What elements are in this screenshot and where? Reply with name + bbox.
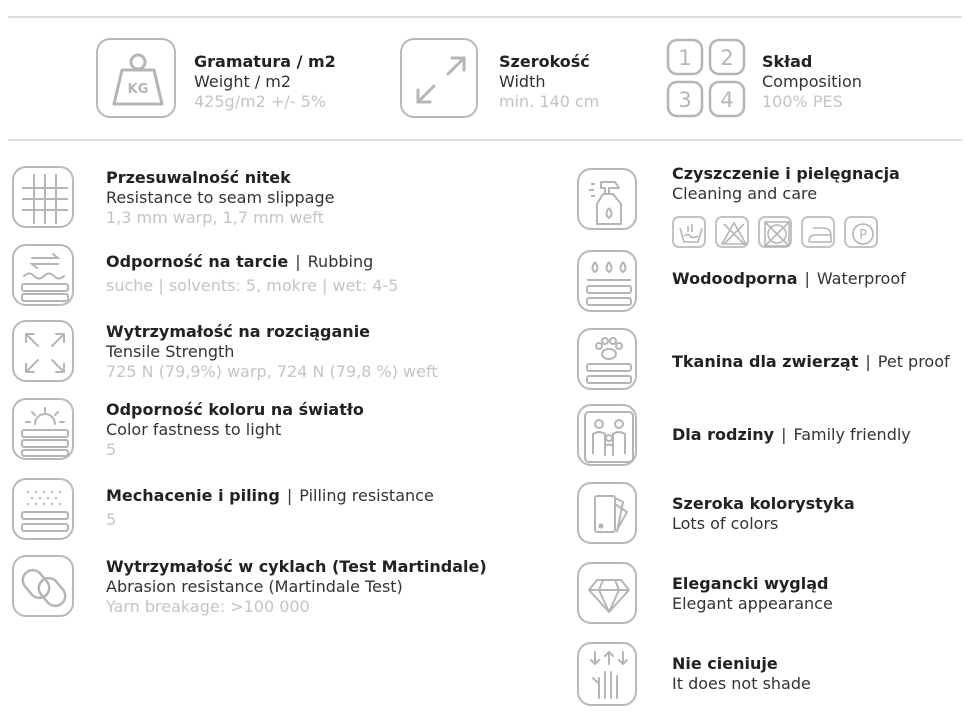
cleaning-title: Czyszczenie i pielęgnacja <box>672 164 900 183</box>
spec-composition <box>666 38 946 122</box>
spec-width <box>400 38 640 122</box>
top-divider <box>8 16 962 18</box>
weight-kg-icon <box>96 38 176 118</box>
rubbing-subtitle: Rubbing <box>307 252 374 271</box>
spec-seam-slippage <box>12 166 532 232</box>
pet-proof-heading: Tkanina dla zwierząt | Pet proof <box>672 352 950 371</box>
family-subtitle: Family friendly <box>793 425 911 444</box>
care-icons <box>672 216 900 248</box>
rubbing-icon <box>12 244 74 306</box>
light-fastness-title: Odporność koloru na światło <box>106 400 364 419</box>
spec-martindale <box>12 555 552 621</box>
rubbing-value: suche | solvents: 5, mokre | wet: 4-5 <box>106 276 399 295</box>
spec-weight <box>96 38 396 122</box>
svg-text:P: P <box>859 228 867 243</box>
no-shade-subtitle: It does not shade <box>672 674 811 693</box>
seam-slippage-title: Przesuwalność nitek <box>106 168 291 187</box>
feature-no-shade <box>577 642 967 710</box>
paw-icon <box>577 328 637 390</box>
tensile-arrows-icon <box>12 320 74 382</box>
seam-slippage-subtitle: Resistance to seam slippage <box>106 188 335 207</box>
pilling-dots-icon <box>12 478 74 540</box>
spec-pilling <box>12 478 532 544</box>
elegant-subtitle: Elegant appearance <box>672 594 833 613</box>
hand-wash-icon <box>672 216 706 248</box>
composition-grid-icon <box>666 38 746 118</box>
sun-light-icon <box>12 398 74 460</box>
iron-icon <box>801 216 835 248</box>
width-title: Szerokość <box>499 52 590 71</box>
family-title: Dla rodziny <box>672 425 775 444</box>
svg-text:2: 2 <box>720 46 734 70</box>
feature-cleaning <box>577 164 967 248</box>
family-heading: Dla rodziny | Family friendly <box>672 425 911 444</box>
no-shade-title: Nie cieniuje <box>672 654 778 673</box>
svg-text:4: 4 <box>720 88 734 112</box>
tensile-subtitle: Tensile Strength <box>106 342 235 361</box>
color-swatches-icon <box>577 482 637 544</box>
fabric-grid-icon <box>12 166 74 228</box>
cleaning-subtitle: Cleaning and care <box>672 184 818 203</box>
svg-text:3: 3 <box>678 88 692 112</box>
feature-waterproof <box>577 250 967 316</box>
colors-subtitle: Lots of colors <box>672 514 779 533</box>
feature-pet-proof <box>577 328 967 394</box>
pilling-title: Mechacenie i piling <box>106 486 280 505</box>
width-subtitle: Width <box>499 72 546 91</box>
light-fastness-subtitle: Color fastness to light <box>106 420 282 439</box>
svg-text:KG: KG <box>127 82 149 97</box>
pilling-heading: Mechacenie i piling | Pilling resistance <box>106 486 434 505</box>
waterproof-heading: Wodoodporna | Waterproof <box>672 269 906 288</box>
light-fastness-value: 5 <box>106 440 117 459</box>
hand-arrows-icon <box>577 642 637 706</box>
dry-clean-p-icon <box>844 216 878 248</box>
feature-colors <box>577 482 967 548</box>
chain-links-icon <box>12 555 74 617</box>
seam-slippage-value: 1,3 mm warp, 1,7 mm weft <box>106 208 324 227</box>
family-icon <box>577 404 637 466</box>
composition-subtitle: Composition <box>762 72 862 91</box>
composition-title: Skład <box>762 52 813 71</box>
svg-text:1: 1 <box>678 46 692 70</box>
pilling-subtitle: Pilling resistance <box>299 486 434 505</box>
no-tumble-dry-icon <box>758 216 792 248</box>
spray-bottle-icon <box>577 168 637 230</box>
diamond-icon <box>577 562 637 624</box>
spec-rubbing <box>12 244 532 310</box>
martindale-subtitle: Abrasion resistance (Martindale Test) <box>106 577 403 596</box>
pilling-value: 5 <box>106 510 117 529</box>
width-value: min. 140 cm <box>499 92 600 111</box>
feature-elegant <box>577 562 967 628</box>
spec-tensile-strength <box>12 320 532 386</box>
water-drops-icon <box>577 250 637 312</box>
elegant-title: Elegancki wygląd <box>672 574 829 593</box>
waterproof-title: Wodoodporna <box>672 269 798 288</box>
feature-family <box>577 404 967 470</box>
rubbing-heading: Odporność na tarcie | Rubbing <box>106 252 374 271</box>
tensile-title: Wytrzymałość na rozciąganie <box>106 322 371 341</box>
weight-title: Gramatura / m2 <box>194 52 336 71</box>
martindale-value: Yarn breakage: >100 000 <box>106 597 310 616</box>
no-bleach-icon <box>715 216 749 248</box>
composition-value: 100% PES <box>762 92 843 111</box>
pet-proof-subtitle: Pet proof <box>877 352 950 371</box>
tensile-value: 725 N (79,9%) warp, 724 N (79,8 %) weft <box>106 362 438 381</box>
martindale-title: Wytrzymałość w cyklach (Test Martindale) <box>106 557 487 576</box>
weight-value: 425g/m2 +/- 5% <box>194 92 326 111</box>
colors-title: Szeroka kolorystyka <box>672 494 855 513</box>
waterproof-subtitle: Waterproof <box>816 269 906 288</box>
weight-subtitle: Weight / m2 <box>194 72 292 91</box>
pet-proof-title: Tkanina dla zwierząt <box>672 352 859 371</box>
rubbing-title: Odporność na tarcie <box>106 252 289 271</box>
spec-light-fastness <box>12 398 532 464</box>
width-arrows-icon <box>400 38 478 118</box>
header-divider <box>8 139 962 141</box>
